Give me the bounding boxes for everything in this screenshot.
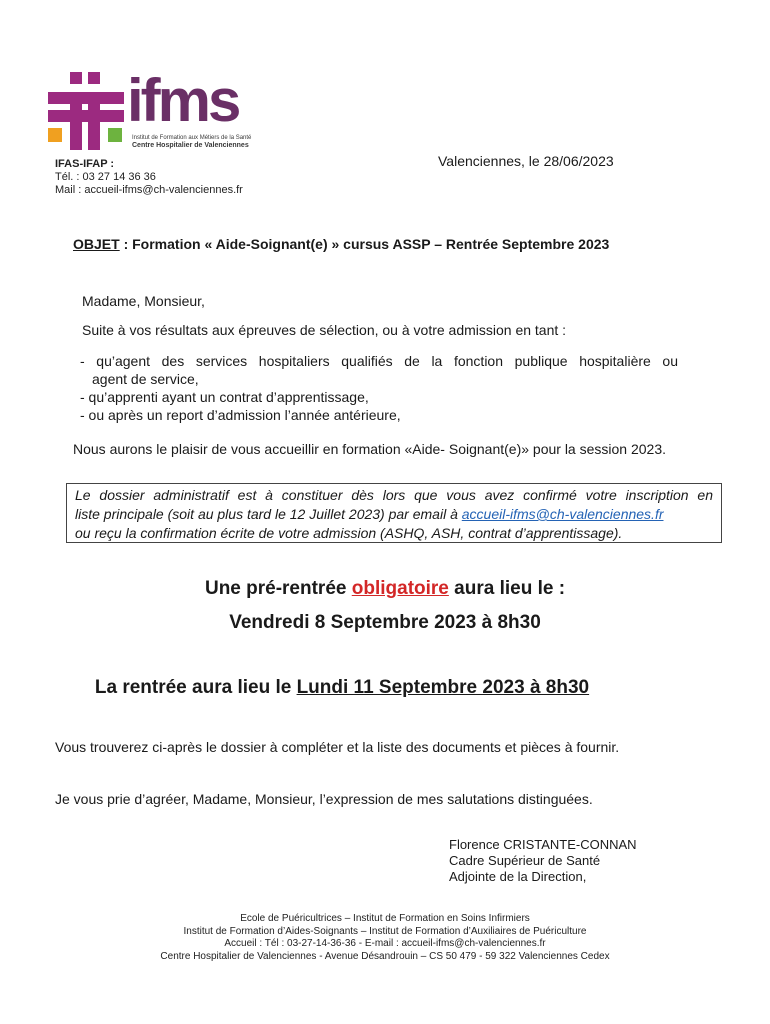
prerentree-date: Vendredi 8 Septembre 2023 à 8h30 — [229, 612, 541, 633]
logo-subtitle-1: Institut de Formation aux Métiers de la Santé — [132, 135, 252, 141]
signature-block — [449, 837, 637, 885]
signature-name: Florence CRISTANTE-CONNAN — [449, 837, 637, 852]
notice-line-3: ou reçu la confirmation écrite de votre admission (ASHQ, ASH, contrat d’apprentissage). — [75, 525, 623, 541]
prerentree-mandatory: obligatoire — [351, 578, 449, 599]
list-item: - ou après un report d’admission l’année antérieure, — [80, 407, 401, 423]
rentree-date: Lundi 11 Septembre 2023 à 8h30 — [296, 677, 590, 698]
sender-title: IFAS-IFAP : — [55, 158, 115, 170]
closing-paragraph: Je vous prie d’agréer, Madame, Monsieur, l’expression de mes salutations distinguées. — [55, 791, 593, 807]
sender-tel: Tél. : 03 27 14 36 36 — [55, 171, 156, 183]
list-item-1-line2: agent de service, — [92, 371, 199, 387]
letter-date: Valenciennes, le 28/06/2023 — [438, 153, 614, 169]
notice-email-link[interactable]: accueil-ifms@ch-valenciennes.fr — [461, 506, 664, 522]
footer-line-4: Centre Hospitalier de Valenciennes - Avenue Désandrouin – CS 50 479 - 59 322 Valenciennes Cedex — [160, 950, 610, 962]
logo-subtitle-2: Centre Hospitalier de Valenciennes — [132, 142, 249, 149]
subject-text: : Formation « Aide-Soignant(e) » cursus ASSP – Rentrée Septembre 2023 — [119, 236, 610, 252]
sender-block — [55, 158, 243, 197]
list-item-1-line1: - qu’agent des services hospitaliers qualifiés de la fonction publique hospitalière ou — [80, 353, 678, 369]
subject-line — [73, 236, 609, 252]
ifms-cross-icon — [48, 72, 128, 154]
rentree-heading — [0, 677, 684, 699]
footer-line-2: Institut de Formation d’Aides-Soignants – Institut de Formation d’Auxiliaires de Puériculture — [183, 925, 587, 937]
ifms-logo — [48, 67, 263, 154]
administrative-notice-box — [66, 483, 722, 543]
logo-wordmark: ifms — [127, 67, 239, 134]
footer — [0, 913, 770, 963]
dossier-paragraph: Vous trouverez ci-après le dossier à compléter et la liste des documents et pièces à fournir. — [55, 739, 620, 755]
prerentree-pre: Une pré-rentrée — [204, 578, 352, 599]
prerentree-post: aura lieu le : — [448, 578, 566, 599]
intro-paragraph: Suite à vos résultats aux épreuves de sélection, ou à votre admission en tant : — [82, 322, 567, 338]
welcome-paragraph: Nous aurons le plaisir de vous accueillir en formation «Aide- Soignant(e)» pour la session 2023. — [73, 441, 666, 457]
prerentree-heading — [0, 578, 770, 600]
signature-role: Cadre Supérieur de Santé — [449, 853, 601, 868]
signature-role-2: Adjointe de la Direction, — [449, 869, 587, 884]
sender-mail: Mail : accueil-ifms@ch-valenciennes.fr — [55, 184, 243, 196]
notice-line-1: Le dossier administratif est à constituer dès lors que vous avez confirmé votre inscription en — [75, 487, 713, 503]
notice-line-2: liste principale (soit au plus tard le 12 Juillet 2023) par email à — [75, 506, 462, 522]
rentree-pre: La rentrée aura lieu le — [94, 677, 297, 698]
admission-list — [80, 352, 720, 424]
subject-label: OBJET — [73, 236, 120, 252]
salutation: Madame, Monsieur, — [82, 293, 205, 309]
list-item: - qu’apprenti ayant un contrat d’apprentissage, — [80, 389, 369, 405]
list-item — [80, 352, 720, 388]
footer-line-1: Ecole de Puéricultrices – Institut de Formation en Soins Infirmiers — [240, 913, 530, 924]
footer-line-3: Accueil : Tél : 03-27-14-36-36 - E-mail : accueil-ifms@ch-valenciennes.fr — [224, 938, 546, 949]
